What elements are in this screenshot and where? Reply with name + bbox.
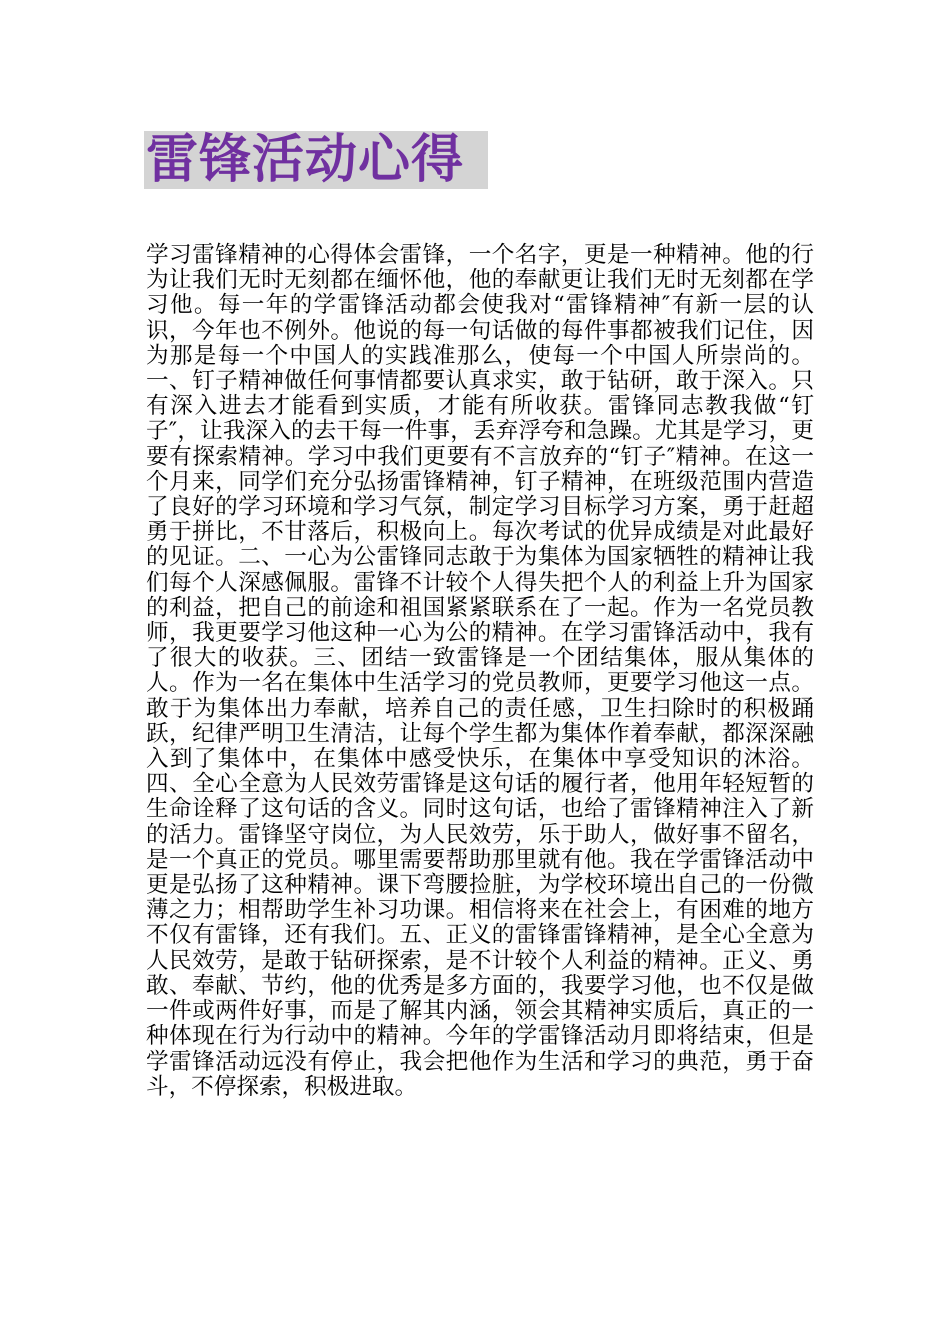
document-title: 雷锋活动心得 <box>146 130 465 190</box>
document-body: 学习雷锋精神的心得体会雷锋，一个名字，更是一种精神。他的行为让我们无时无刻都在缅怀他，他的奉献更让我们无时无刻都在学习他。每一年的学雷锋活动都会使我对“雷锋精神″有新一层的认识，今年也不例外。他说的每一句话做的每件事都被我们记住，因为那是每一个中国人的实践准那么，使每一个中国人所崇尚的。一、钉子精神做任何事情都要认真求实，敢于钻研，敢于深入。只有深入进去才能看到实质，才能有所收获。雷锋同志教我做“钉子″，让我深入的去干每一件事，丢弃浮夸和急躁。尤其是学习，更要有探索精神。学习中我们更要有不言放弃的“钉子″精神。在这一个月来，同学们充分弘扬雷锋精神，钉子精神，在班级范围内营造了良好的学习环境和学习气氛，制定学习目标学习方案，勇于赶超勇于拼比，不甘落后，积极向上。每次考试的优异成绩是对此最好的见证。二、一心为公雷锋同志敢于为集体为国家牺牲的精神让我们每个人深感佩服。雷锋不计较个人得失把个人的利益上升为国家的利益，把自己的前途和祖国紧紧联系在了一起。作为一名党员教师，我更要学习他这种一心为公的精神。在学习雷锋活动中，我有了很大的收获。三、团结一致雷锋是一个团结集体，服从集体的人。作为一名在集体中生活学习的党员教师，更要学习他这一点。敢于为集体出力奉献，培养自己的责任感，卫生扫除时的积极踊跃，纪律严明卫生清洁，让每个学生都为集体作着奉献，都深深融入到了集体中，在集体中感受快乐，在集体中享受知识的沐浴。四、全心全意为人民效劳雷锋是这句话的履行者，他用年轻短暂的生命诠释了这句话的含义。同时这句话，也给了雷锋精神注入了新的活力。雷锋坚守岗位，为人民效劳，乐于助人，做好事不留名，是一个真正的党员。哪里需要帮助那里就有他。我在学雷锋活动中更是弘扬了这种精神。课下弯腰捡脏，为学校环境出自己的一份微薄之力；相帮助学生补习功课。相信将来在社会上，有困难的地方不仅有雷锋，还有我们。五、正义的雷锋雷锋精神，是全心全意为人民效劳，是敢于钻研探索，是不计较个人利益的精神。正义、勇敢、奉献、节约，他的优秀是多方面的，我要学习他，也不仅是做一件或两件好事，而是了解其内涵，领会其精神实质后，真正的一种体现在行为行动中的精神。今年的学雷锋活动月即将结束，但是学雷锋活动远没有停止，我会把他作为生活和学习的典范，勇于奋斗，不停探索，积极进取。 <box>146 242 814 1100</box>
